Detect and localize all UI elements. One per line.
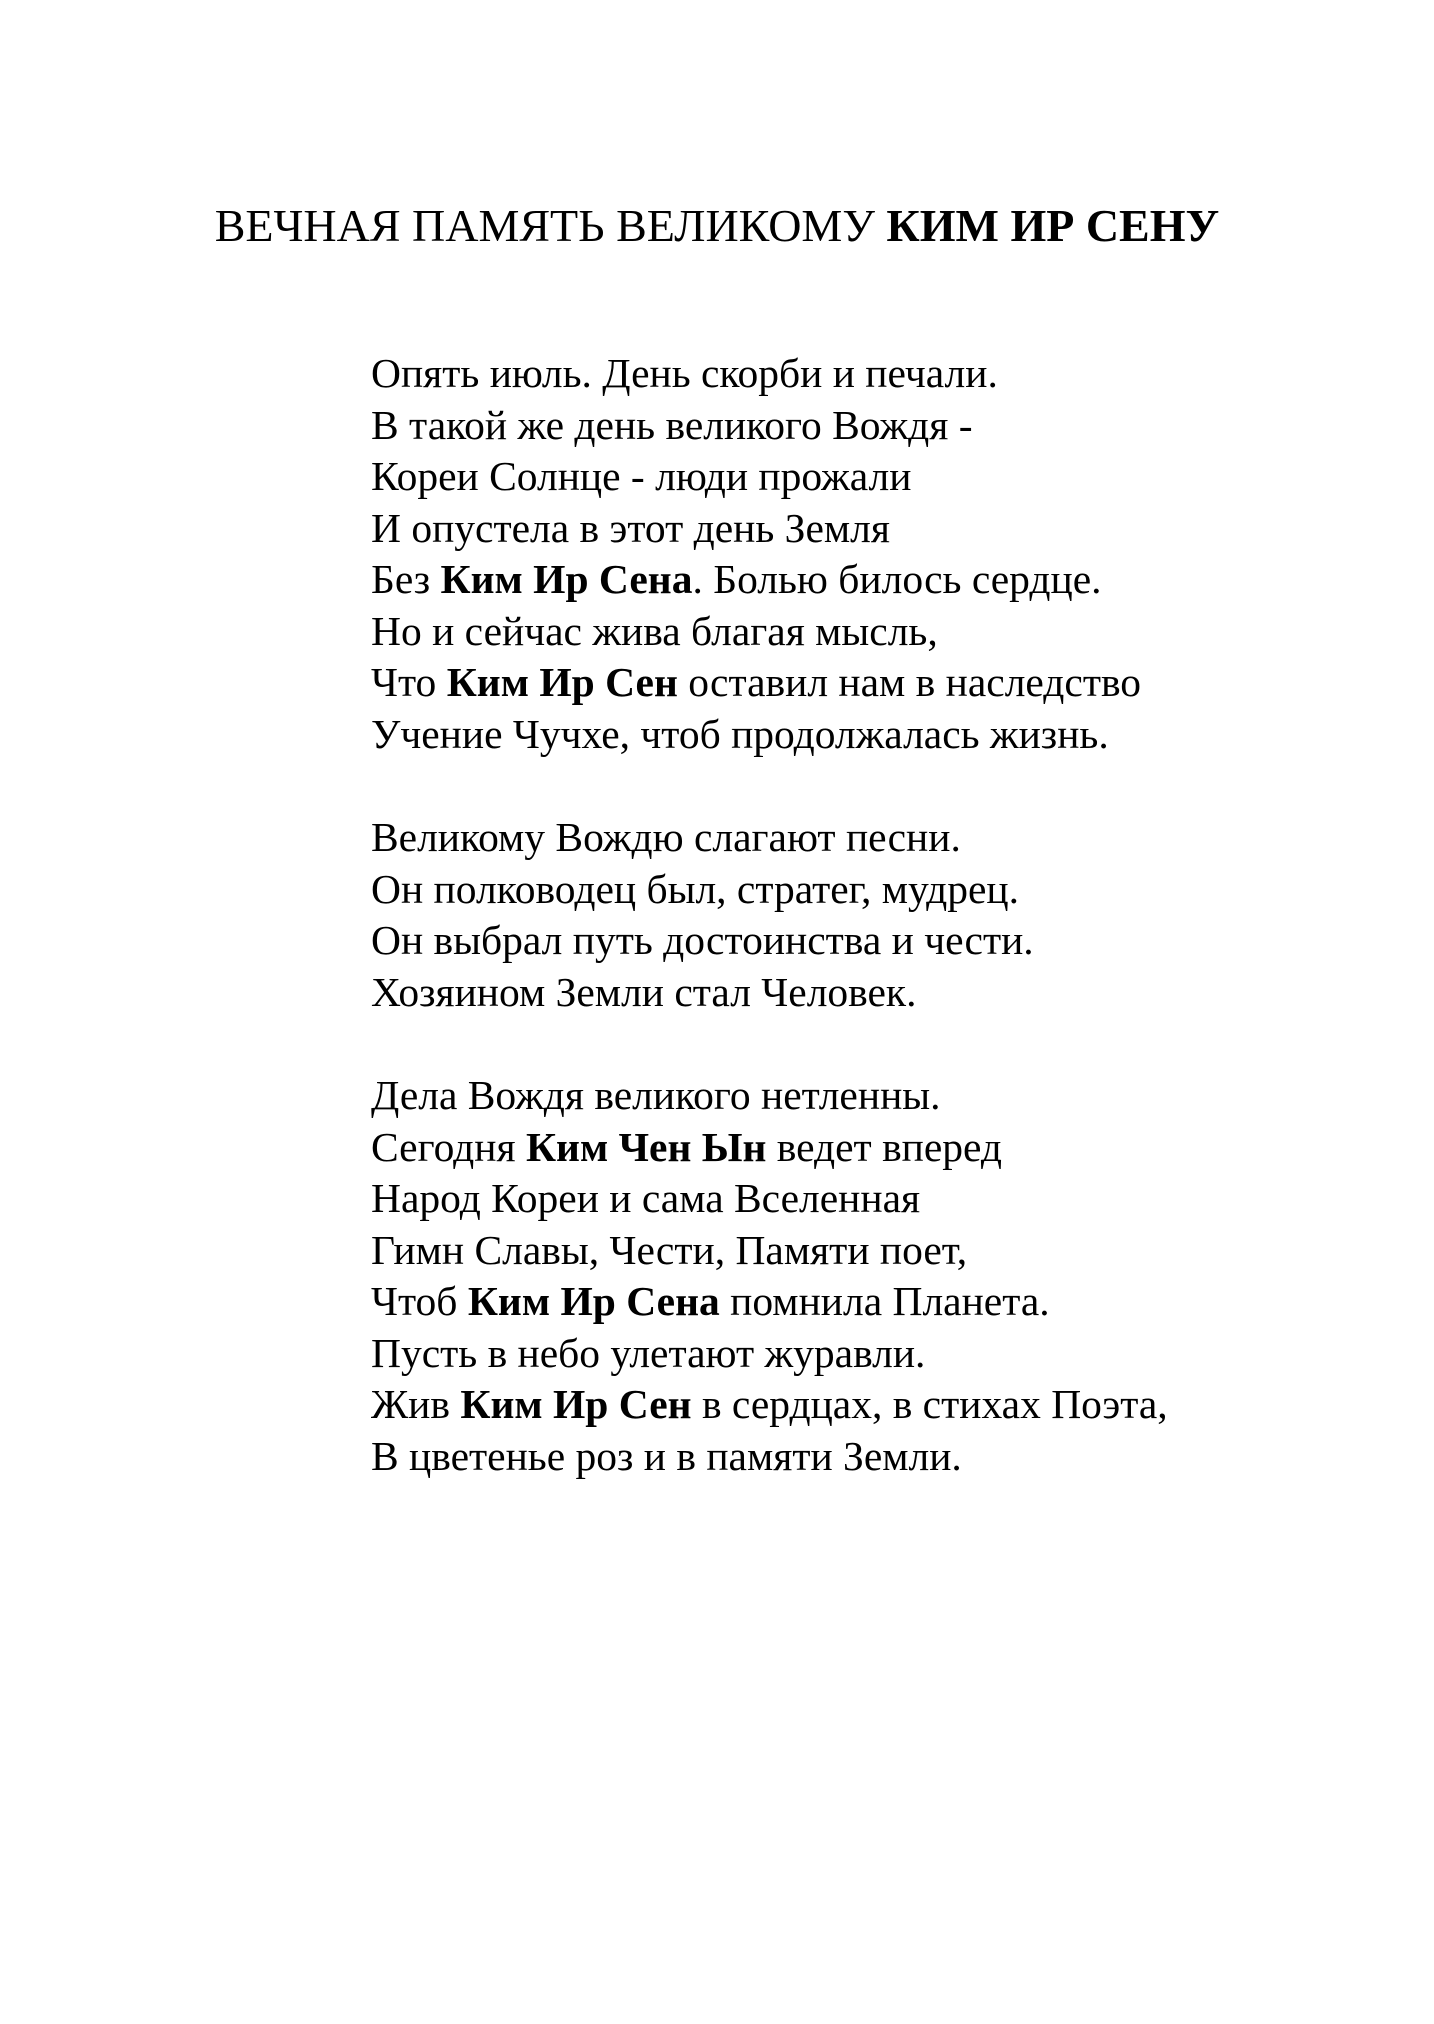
poem-line: [371, 1173, 1371, 1225]
bold-name-text: Ким Ир Сен: [446, 659, 678, 705]
line-text: . Болью билось сердце.: [692, 556, 1102, 602]
poem-line: [371, 1225, 1371, 1277]
line-text: Народ Кореи и сама Вселенная: [371, 1175, 921, 1221]
line-text: Кореи Солнце - люди прожали: [371, 453, 912, 499]
bold-name-text: Ким Ир Сена: [440, 556, 693, 602]
poem-line: [371, 1276, 1371, 1328]
poem-stanza: [371, 812, 1371, 1018]
poem-line: [371, 606, 1371, 658]
poem-line: [371, 812, 1371, 864]
title-bold-name: КИМ ИР СЕНУ: [886, 200, 1220, 251]
poem-line: [371, 348, 1371, 400]
poem-line: [371, 1379, 1371, 1431]
line-text: Опять июль. День скорби и печали.: [371, 350, 998, 396]
line-text: Жив: [371, 1381, 461, 1427]
line-text: Что: [371, 659, 447, 705]
poem-line: [371, 1431, 1371, 1483]
line-text: Пусть в небо улетают журавли.: [371, 1329, 926, 1376]
line-text: Чтоб: [371, 1278, 468, 1324]
line-text: помнила Планета.: [719, 1278, 1050, 1324]
bold-name-text: Ким Ир Сен: [460, 1381, 692, 1427]
line-text: Великому Вождю слагают песни.: [371, 814, 961, 860]
poem-line: [371, 864, 1371, 916]
line-text: ведет вперед: [766, 1123, 1003, 1170]
line-text: Дела Вождя великого нетленны.: [371, 1072, 941, 1118]
bold-name-text: Ким Ир Сена: [467, 1278, 720, 1324]
line-text: Без: [371, 556, 441, 602]
poem-line: [371, 1328, 1371, 1380]
poem-line: [371, 1070, 1371, 1122]
line-text: В такой же день великого Вождя -: [371, 401, 973, 448]
poem-line: [371, 554, 1371, 606]
line-text: Сегодня: [371, 1123, 526, 1170]
poem-line: [371, 915, 1371, 967]
line-text: в сердцах, в стихах Поэта,: [691, 1381, 1168, 1427]
poem-line: [371, 503, 1371, 555]
title-regular: ВЕЧНАЯ ПАМЯТЬ ВЕЛИКОМУ: [214, 200, 887, 251]
line-text: В цветенье роз и в памяти Земли.: [371, 1432, 962, 1479]
poem-line: [371, 1122, 1371, 1174]
poem-line: [371, 657, 1371, 709]
line-text: Он полководец был, стратег, мудрец.: [371, 865, 1019, 912]
bold-name-text: Ким Чен Ын: [525, 1123, 767, 1170]
line-text: Хозяином Земли стал Человек.: [371, 968, 917, 1015]
poem-body: [371, 348, 1371, 1534]
poem-line: [371, 967, 1371, 1019]
poem-stanza: [371, 348, 1371, 760]
line-text: Гимн Славы, Чести, Памяти поет,: [371, 1226, 968, 1273]
line-text: оставил нам в наследство: [677, 659, 1142, 705]
poem-line: [371, 400, 1371, 452]
poem-line: [371, 451, 1371, 503]
poem-title: [0, 198, 1434, 254]
line-text: И опустела в этот день Земля: [371, 504, 890, 551]
poem-stanza: [371, 1070, 1371, 1482]
line-text: Учение Чучхе, чтоб продолжалась жизнь.: [371, 710, 1109, 757]
line-text: Но и сейчас жива благая мысль,: [371, 607, 938, 654]
poem-line: [371, 709, 1371, 761]
line-text: Он выбрал путь достоинства и чести.: [371, 917, 1034, 963]
